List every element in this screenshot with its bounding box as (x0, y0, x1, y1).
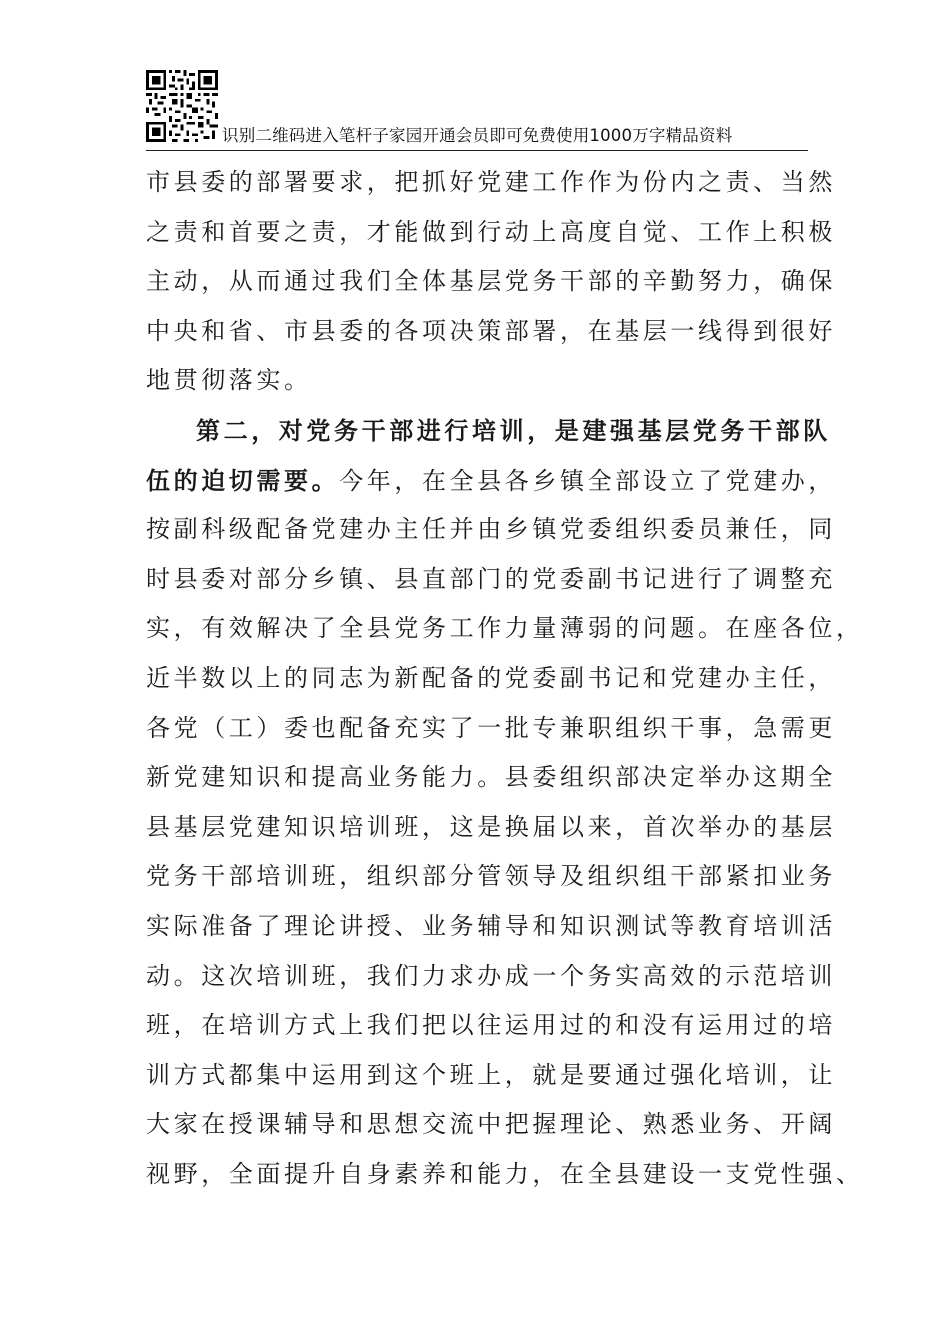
text-line: 近半数以上的同志为新配备的党委副书记和党建办主任， (146, 663, 836, 692)
section-heading-line: 第二，对党务干部进行培训，是建强基层党务干部队 (196, 415, 831, 445)
text-span: 今年，在全县各乡镇全部设立了党建办， (339, 466, 837, 495)
section-heading-end: 伍的迫切需要。 (146, 465, 340, 495)
text-line: 按副科级配备党建办主任并由乡镇党委组织委员兼任，同 (146, 515, 836, 544)
paragraph-1 (146, 158, 836, 406)
text-line: 县基层党建知识培训班，这是换届以来，首次举办的基层 (146, 812, 836, 841)
text-line: 之责和首要之责，才能做到行动上高度自觉、工作上积极 (146, 217, 836, 246)
text-line: 地贯彻落实。 (146, 366, 312, 395)
text-line: 实际准备了理论讲授、业务辅导和知识测试等教育培训活 (146, 911, 836, 940)
text-line: 中央和省、市县委的各项决策部署，在基层一线得到很好 (146, 316, 836, 345)
header-divider (146, 150, 808, 151)
text-line: 动。这次培训班，我们力求办成一个务实高效的示范培训 (146, 961, 836, 990)
promo-notice: 识别二维码进入笔杆子家园开通会员即可免费使用1000万字精品资料 (222, 126, 733, 145)
text-line: 主动，从而通过我们全体基层党务干部的辛勤努力，确保 (146, 267, 836, 296)
paragraph-2 (146, 406, 864, 1200)
text-line: 新党建知识和提高业务能力。县委组织部决定举办这期全 (146, 763, 836, 792)
text-line: 时县委对部分乡镇、县直部门的党委副书记进行了调整充 (146, 564, 836, 593)
text-line: 市县委的部署要求，把抓好党建工作作为份内之责、当然 (146, 168, 836, 196)
text-line: 实，有效解决了全县党务工作力量薄弱的问题。在座各位， (146, 614, 864, 643)
text-line: 训方式都集中运用到这个班上，就是要通过强化培训，让 (146, 1060, 836, 1089)
text-line (146, 456, 837, 506)
text-line: 班，在培训方式上我们把以往运用过的和没有运用过的培 (146, 1011, 836, 1040)
text-line: 大家在授课辅导和思想交流中把握理论、熟悉业务、开阔 (146, 1110, 836, 1139)
text-line: 视野，全面提升自身素养和能力，在全县建设一支党性强、 (146, 1159, 864, 1188)
text-line: 党务干部培训班，组织部分管领导及组织组干部紧扣业务 (146, 862, 836, 891)
text-line: 各党（工）委也配备充实了一批专兼职组织干事，急需更 (146, 713, 836, 742)
qr-code-icon[interactable] (146, 70, 218, 142)
page-header (146, 70, 808, 154)
document-body (146, 158, 864, 1199)
